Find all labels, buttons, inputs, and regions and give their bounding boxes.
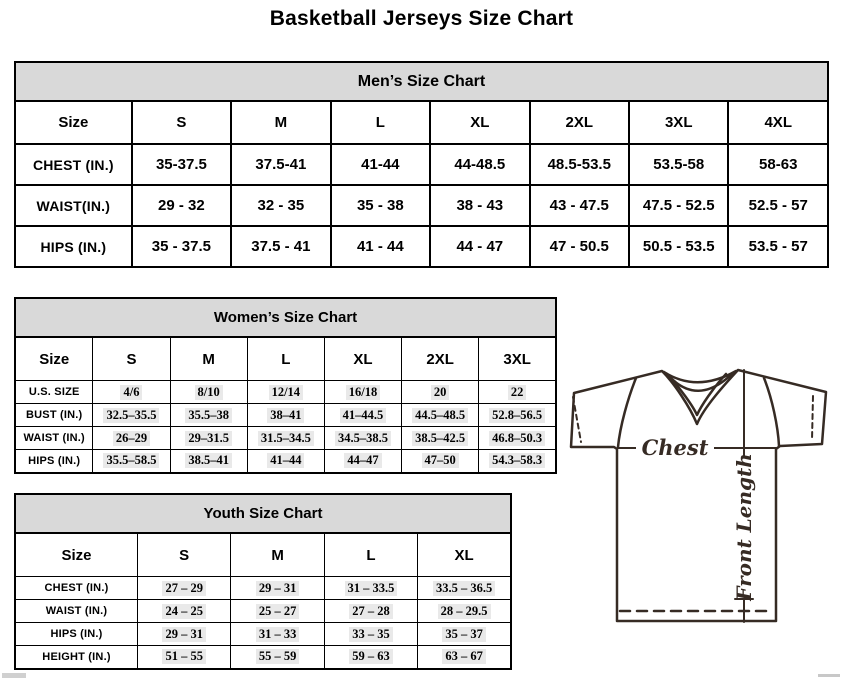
mens-value-cell: 58-63 — [728, 144, 828, 185]
womens-value: 8/10 — [195, 385, 223, 400]
youth-value-cell — [418, 600, 511, 623]
youth-value: 24 – 25 — [162, 604, 206, 619]
womens-value-cell — [93, 404, 170, 427]
youth-value-cell — [138, 646, 231, 669]
womens-value-cell — [402, 404, 479, 427]
mens-col-header-XL: XL — [430, 101, 529, 144]
mens-table-title: Men’s Size Chart — [14, 61, 829, 100]
scan-artifact-left — [2, 673, 26, 678]
youth-row-label-3: HEIGHT (IN.) — [15, 646, 138, 669]
youth-value: 33 – 35 — [349, 627, 393, 642]
womens-size-table — [14, 336, 557, 474]
womens-value: 38–41 — [267, 408, 304, 423]
womens-value: 16/18 — [346, 385, 380, 400]
youth-col-header-S: S — [138, 533, 231, 577]
womens-value-cell — [324, 404, 401, 427]
mens-value-cell: 48.5-53.5 — [530, 144, 629, 185]
womens-value: 44–47 — [344, 453, 381, 468]
youth-value-cell — [324, 646, 417, 669]
youth-value: 25 – 27 — [256, 604, 300, 619]
mens-value-cell: 41 - 44 — [331, 226, 430, 267]
mens-value-cell: 52.5 - 57 — [728, 185, 828, 226]
womens-col-header-L: L — [247, 337, 324, 381]
youth-value-cell — [324, 623, 417, 646]
womens-value: 32.5–35.5 — [103, 408, 159, 423]
womens-value-cell — [170, 427, 247, 450]
mens-header-row — [15, 101, 828, 144]
womens-value-cell — [324, 381, 401, 404]
womens-value-cell — [479, 450, 556, 473]
youth-value: 55 – 59 — [256, 649, 300, 664]
womens-value-cell — [324, 450, 401, 473]
mens-value-cell: 44 - 47 — [430, 226, 529, 267]
youth-value: 29 – 31 — [256, 581, 300, 596]
womens-col-header-S: S — [93, 337, 170, 381]
youth-value: 31 – 33.5 — [345, 581, 398, 596]
youth-col-header-L: L — [324, 533, 417, 577]
womens-value-cell — [479, 404, 556, 427]
womens-size-corner-header: Size — [15, 337, 93, 381]
womens-value: 26–29 — [113, 431, 150, 446]
womens-value-cell — [247, 427, 324, 450]
womens-value: 34.5–38.5 — [335, 431, 391, 446]
womens-value: 20 — [431, 385, 450, 400]
mens-value-cell: 37.5 - 41 — [231, 226, 330, 267]
mens-row-label-0: CHEST (IN.) — [15, 144, 132, 185]
womens-value: 52.8–56.5 — [489, 408, 545, 423]
youth-row-label-2: HIPS (IN.) — [15, 623, 138, 646]
youth-value-cell — [324, 600, 417, 623]
mens-size-chart-section — [14, 61, 829, 268]
mens-data-row-2 — [15, 226, 828, 267]
youth-value: 27 – 28 — [349, 604, 393, 619]
womens-col-header-M: M — [170, 337, 247, 381]
womens-value: 41–44 — [267, 453, 304, 468]
youth-value: 51 – 55 — [162, 649, 206, 664]
mens-value-cell: 35 - 38 — [331, 185, 430, 226]
womens-value: 44.5–48.5 — [412, 408, 468, 423]
womens-value: 35.5–58.5 — [103, 453, 159, 468]
womens-value: 47–50 — [422, 453, 459, 468]
youth-value-cell — [231, 577, 324, 600]
youth-value: 63 – 67 — [442, 649, 486, 664]
womens-value-cell — [479, 427, 556, 450]
womens-col-header-3XL: 3XL — [479, 337, 556, 381]
womens-row-label-3: HIPS (IN.) — [15, 450, 93, 473]
mens-row-label-1: WAIST(IN.) — [15, 185, 132, 226]
womens-value-cell — [479, 381, 556, 404]
jersey-diagram-icon — [556, 360, 843, 660]
scan-artifact-right — [818, 674, 840, 677]
womens-col-header-XL: XL — [324, 337, 401, 381]
youth-value: 31 – 33 — [256, 627, 300, 642]
womens-value-cell — [402, 381, 479, 404]
youth-col-header-XL: XL — [418, 533, 511, 577]
mens-value-cell: 47.5 - 52.5 — [629, 185, 728, 226]
youth-value-cell — [138, 623, 231, 646]
womens-data-row-2 — [15, 427, 556, 450]
womens-value: 46.8–50.3 — [489, 431, 545, 446]
mens-value-cell: 41-44 — [331, 144, 430, 185]
mens-value-cell: 35 - 37.5 — [132, 226, 231, 267]
womens-value-cell — [93, 427, 170, 450]
womens-value: 41–44.5 — [340, 408, 387, 423]
mens-value-cell: 38 - 43 — [430, 185, 529, 226]
womens-value: 22 — [508, 385, 527, 400]
womens-value-cell — [402, 450, 479, 473]
womens-value: 29–31.5 — [185, 431, 232, 446]
youth-value-cell — [138, 600, 231, 623]
womens-data-row-0 — [15, 381, 556, 404]
mens-col-header-2XL: 2XL — [530, 101, 629, 144]
jersey-outline — [571, 370, 826, 621]
womens-size-chart-section — [14, 297, 557, 474]
womens-header-row — [15, 337, 556, 381]
mens-value-cell: 32 - 35 — [231, 185, 330, 226]
youth-value: 29 – 31 — [162, 627, 206, 642]
jersey-measurement-diagram — [556, 360, 843, 660]
mens-value-cell: 53.5-58 — [629, 144, 728, 185]
youth-size-chart-section — [14, 493, 512, 670]
mens-data-row-1 — [15, 185, 828, 226]
mens-col-header-L: L — [331, 101, 430, 144]
youth-row-label-1: WAIST (IN.) — [15, 600, 138, 623]
womens-row-label-2: WAIST (IN.) — [15, 427, 93, 450]
youth-data-row-3 — [15, 646, 511, 669]
youth-size-corner-header: Size — [15, 533, 138, 577]
youth-header-row — [15, 533, 511, 577]
page-title: Basketball Jerseys Size Chart — [269, 7, 574, 30]
mens-col-header-4XL: 4XL — [728, 101, 828, 144]
youth-value-cell — [418, 577, 511, 600]
womens-value-cell — [324, 427, 401, 450]
youth-value-cell — [231, 600, 324, 623]
womens-value-cell — [170, 404, 247, 427]
youth-value-cell — [324, 577, 417, 600]
womens-col-header-2XL: 2XL — [402, 337, 479, 381]
chest-label: Chest — [641, 435, 709, 460]
youth-col-header-M: M — [231, 533, 324, 577]
mens-col-header-3XL: 3XL — [629, 101, 728, 144]
womens-value-cell — [170, 381, 247, 404]
youth-data-row-1 — [15, 600, 511, 623]
mens-value-cell: 35-37.5 — [132, 144, 231, 185]
youth-value-cell — [231, 623, 324, 646]
womens-data-row-3 — [15, 450, 556, 473]
womens-value-cell — [93, 381, 170, 404]
womens-value-cell — [247, 404, 324, 427]
mens-value-cell: 47 - 50.5 — [530, 226, 629, 267]
youth-value-cell — [138, 577, 231, 600]
youth-data-row-2 — [15, 623, 511, 646]
mens-size-table — [14, 100, 829, 268]
youth-value: 27 – 29 — [162, 581, 206, 596]
womens-value: 38.5–41 — [185, 453, 232, 468]
womens-value-cell — [170, 450, 247, 473]
youth-value: 33.5 – 36.5 — [433, 581, 495, 596]
womens-value-cell — [247, 381, 324, 404]
mens-value-cell: 37.5-41 — [231, 144, 330, 185]
womens-value: 54.3–58.3 — [489, 453, 545, 468]
youth-table-title: Youth Size Chart — [14, 493, 512, 532]
mens-data-row-0 — [15, 144, 828, 185]
youth-value-cell — [231, 646, 324, 669]
mens-value-cell: 29 - 32 — [132, 185, 231, 226]
womens-value: 35.5–38 — [185, 408, 232, 423]
youth-value-cell — [418, 623, 511, 646]
womens-value: 31.5–34.5 — [258, 431, 314, 446]
mens-size-corner-header: Size — [15, 101, 132, 144]
youth-value: 59 – 63 — [349, 649, 393, 664]
womens-value-cell — [247, 450, 324, 473]
womens-value-cell — [402, 427, 479, 450]
mens-value-cell: 50.5 - 53.5 — [629, 226, 728, 267]
womens-row-label-1: BUST (IN.) — [15, 404, 93, 427]
mens-value-cell: 44-48.5 — [430, 144, 529, 185]
mens-col-header-S: S — [132, 101, 231, 144]
youth-data-row-0 — [15, 577, 511, 600]
womens-value: 12/14 — [269, 385, 303, 400]
front-length-label: Front Length — [732, 453, 756, 601]
womens-value-cell — [93, 450, 170, 473]
youth-value-cell — [418, 646, 511, 669]
womens-data-row-1 — [15, 404, 556, 427]
womens-value: 38.5–42.5 — [412, 431, 468, 446]
youth-value: 35 – 37 — [442, 627, 486, 642]
youth-size-table — [14, 532, 512, 670]
mens-col-header-M: M — [231, 101, 330, 144]
womens-row-label-0: U.S. SIZE — [15, 381, 93, 404]
mens-value-cell: 43 - 47.5 — [530, 185, 629, 226]
mens-row-label-2: HIPS (IN.) — [15, 226, 132, 267]
mens-value-cell: 53.5 - 57 — [728, 226, 828, 267]
womens-value: 4/6 — [120, 385, 142, 400]
womens-table-title: Women’s Size Chart — [14, 297, 557, 336]
youth-row-label-0: CHEST (IN.) — [15, 577, 138, 600]
youth-value: 28 – 29.5 — [438, 604, 491, 619]
